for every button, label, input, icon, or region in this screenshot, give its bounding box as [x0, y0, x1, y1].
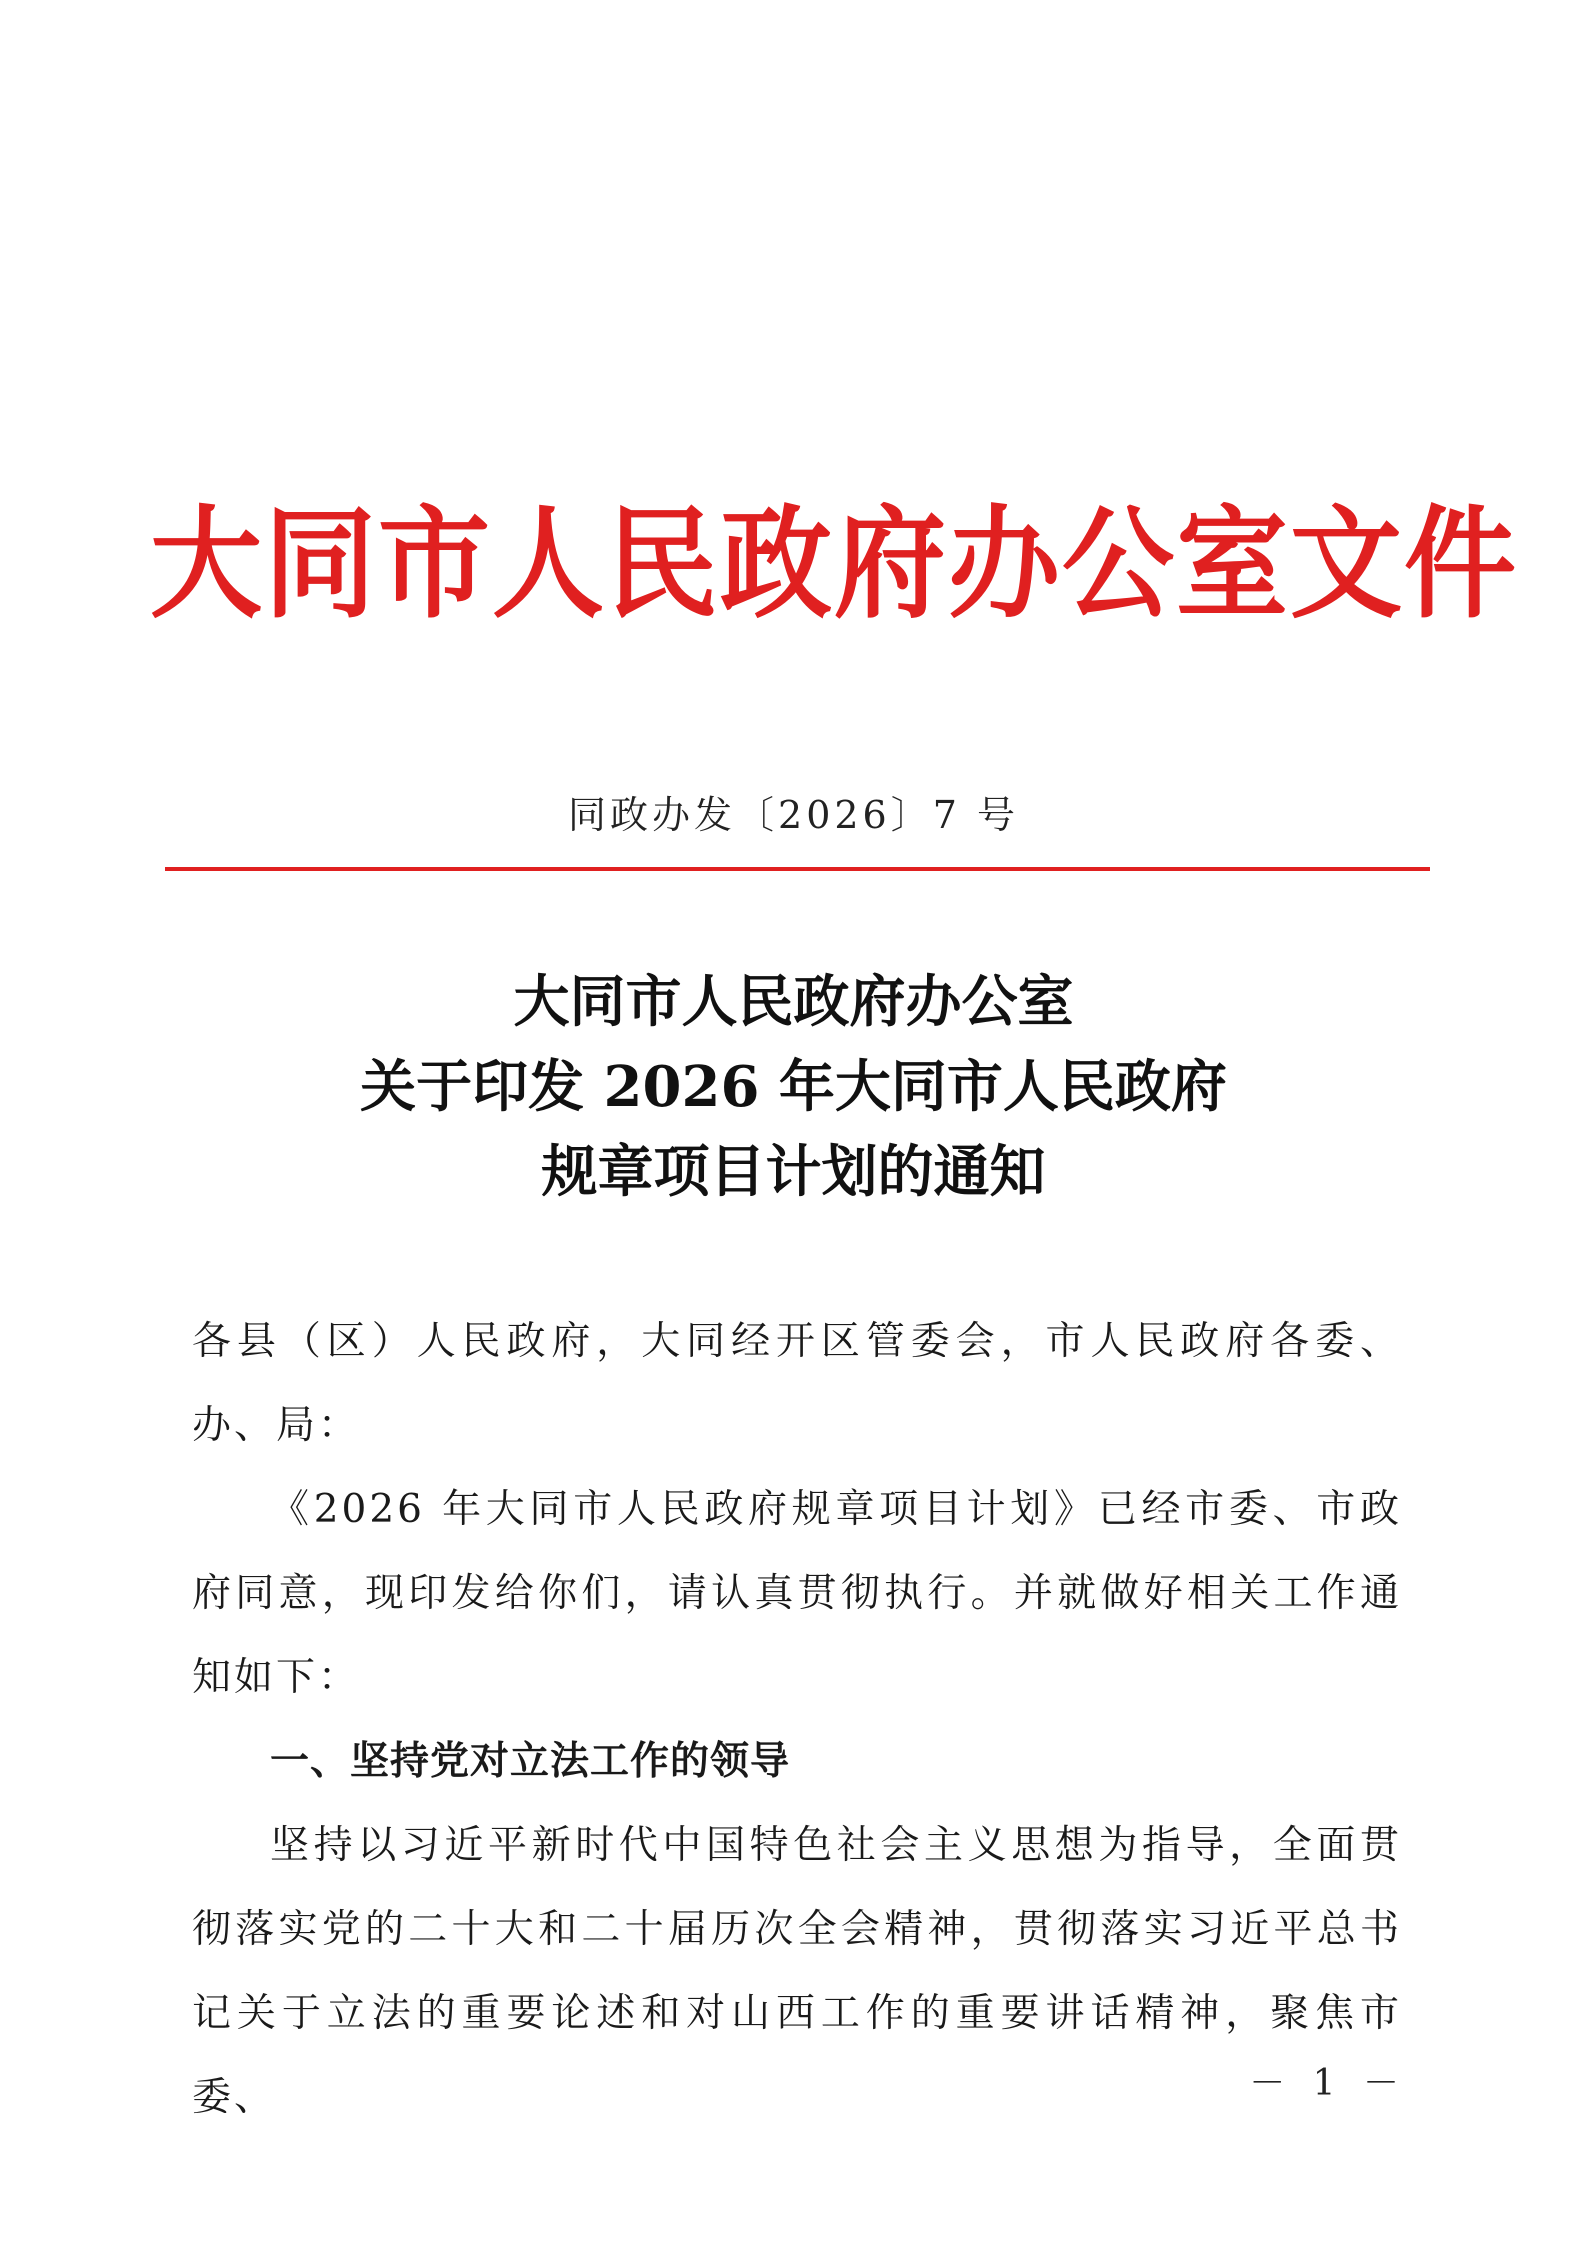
notice-title-line-2: 关于印发 2026 年大同市人民政府 — [360, 1054, 1227, 1120]
notice-title — [0, 960, 1587, 1215]
page-number: － 1 － — [1249, 2063, 1407, 2104]
masthead-title: 大同市人民政府办公室文件 — [150, 494, 1518, 636]
paragraph-intro: 《2026 年大同市人民政府规章项目计划》已经市委、市政府同意，现印发给你们，请认真贯彻执行。并就做好相关工作通知如下： — [192, 1487, 1402, 1700]
paragraph-section-1: 坚持以习近平新时代中国特色社会主义思想为指导，全面贯彻落实党的二十大和二十届历次全会精神，贯彻落实习近平总书记关于立法的重要论述和对山西工作的重要讲话精神，聚焦市委、 — [192, 1823, 1402, 2120]
notice-title-line-1: 大同市人民政府办公室 — [513, 969, 1074, 1035]
notice-title-line-3: 规章项目计划的通知 — [541, 1139, 1046, 1205]
section-heading-1: 一、坚持党对立法工作的领导 — [270, 1739, 791, 1784]
salutation: 各县（区）人民政府，大同经开区管委会，市人民政府各委、办、局： — [192, 1319, 1402, 1448]
notice-body — [192, 1300, 1402, 2140]
red-separator-line — [165, 867, 1430, 871]
document-number: 同政办发〔2026〕7 号 — [568, 793, 1019, 837]
